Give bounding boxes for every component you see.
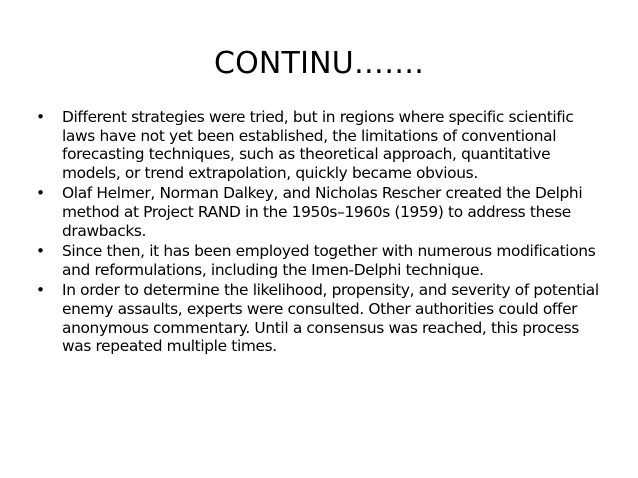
bullet-list <box>36 108 610 358</box>
bullet-symbol: • <box>36 281 45 300</box>
bullet-text: Olaf Helmer, Norman Dalkey, and Nicholas Rescher created the Delphi method at Project RAND in the 1950s–1960s (1959) to address these drawbacks. <box>62 184 583 240</box>
bullet-item-3 <box>36 242 610 279</box>
bullet-item-1 <box>36 108 610 182</box>
bullet-text: Different strategies were tried, but in regions where specific scientific laws have not yet been established, the limitations of conventional forecasting techniques, such as theoretical approach, quantitative models, or trend extrapolation, quickly became obvious. <box>62 108 574 182</box>
bullet-text: In order to determine the likelihood, propensity, and severity of potential enemy assaults, experts were consulted. Other authorities could offer anonymous commentary. Until a consensus was reached, this process was repeated multiple times. <box>62 281 599 356</box>
bullet-symbol: • <box>36 184 45 203</box>
bullet-item-2 <box>36 184 610 240</box>
bullet-symbol: • <box>36 108 45 126</box>
slide-title: CONTINU……. <box>213 46 425 81</box>
bullet-item-4 <box>36 281 610 355</box>
bullet-text: Since then, it has been employed together with numerous modifications and reformulations, including the Imen-Delphi technique. <box>62 242 596 279</box>
bullet-symbol: • <box>36 242 45 261</box>
